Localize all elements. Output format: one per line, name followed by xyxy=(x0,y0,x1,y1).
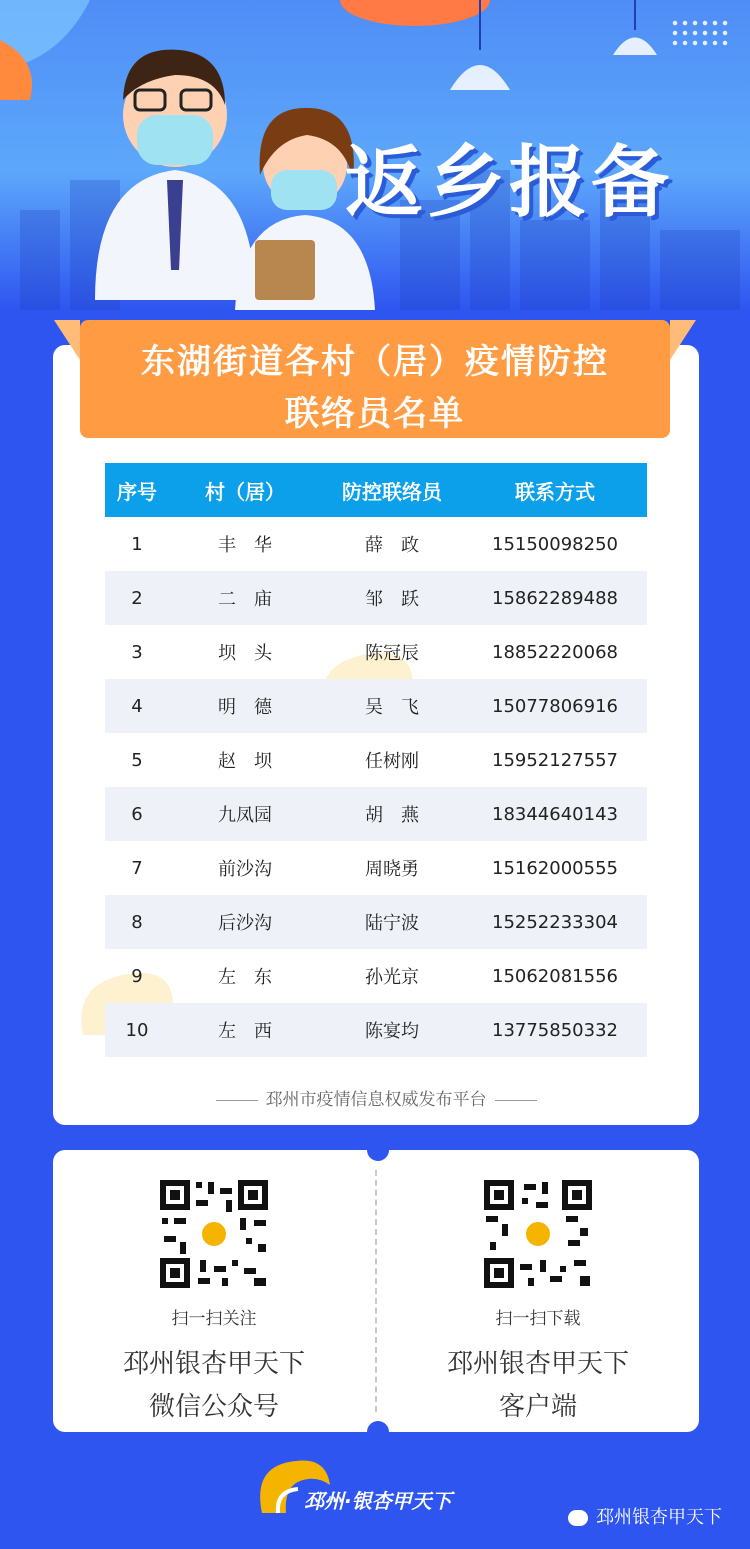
column-header: 序号 xyxy=(105,463,169,517)
table-row xyxy=(105,571,647,625)
row-index: 1 xyxy=(131,533,143,555)
list-title-banner xyxy=(80,320,670,438)
row-index: 10 xyxy=(125,1019,149,1041)
contact-person-cell: 吴 飞 xyxy=(365,697,419,718)
contact-list-card xyxy=(53,345,699,1125)
ticket-notch xyxy=(367,1139,389,1161)
account-type: 微信公众号 xyxy=(148,1392,279,1422)
row-index: 6 xyxy=(131,803,143,825)
wechat-qr-section xyxy=(69,1180,359,1423)
village-cell: 赵 坝 xyxy=(218,751,272,772)
table-row xyxy=(105,679,647,733)
contact-person-cell: 胡 燕 xyxy=(365,805,419,826)
divider-line xyxy=(216,1100,258,1101)
phone-cell: 15162000555 xyxy=(492,857,618,879)
app-name: 邳州银杏甲天下 xyxy=(446,1349,629,1379)
contact-person-cell: 陆宁波 xyxy=(365,913,419,934)
row-index: 3 xyxy=(131,641,143,663)
village-cell: 丰 华 xyxy=(218,535,272,556)
village-cell: 前沙沟 xyxy=(218,859,272,880)
scan-follow-label: 扫一扫关注 xyxy=(171,1309,257,1329)
row-index: 9 xyxy=(131,965,143,987)
dashed-divider xyxy=(375,1170,377,1412)
contact-person-cell: 邹 跃 xyxy=(365,589,419,610)
row-index: 7 xyxy=(131,857,143,879)
app-type: 客户端 xyxy=(498,1392,577,1422)
village-cell: 坝 头 xyxy=(218,643,272,664)
source-footnote xyxy=(53,1085,699,1110)
pendant-lamp-icon xyxy=(440,0,520,100)
hero-banner xyxy=(0,0,750,310)
app-qr-section xyxy=(393,1180,683,1423)
row-index: 5 xyxy=(131,749,143,771)
row-index: 2 xyxy=(131,587,143,609)
row-index: 4 xyxy=(131,695,143,717)
contact-person-cell: 薛 政 xyxy=(365,535,419,556)
column-header: 联系方式 xyxy=(463,463,647,517)
table-row xyxy=(105,625,647,679)
table-header-row xyxy=(105,463,647,517)
ticket-notch xyxy=(367,1421,389,1443)
banner-title-line2: 联络员名单 xyxy=(285,394,465,434)
table-row xyxy=(105,841,647,895)
contact-table xyxy=(105,463,647,1057)
page-title: 返乡报备 xyxy=(345,138,674,228)
table-row xyxy=(105,787,647,841)
column-header: 防控联络员 xyxy=(321,463,463,517)
wechat-icon xyxy=(568,1510,588,1526)
table-row xyxy=(105,517,647,571)
row-index: 8 xyxy=(131,911,143,933)
contact-person-cell: 孙光京 xyxy=(365,967,419,988)
village-cell: 左 东 xyxy=(218,967,272,988)
village-cell: 九凤园 xyxy=(218,805,272,826)
dots-decoration xyxy=(670,18,730,48)
phone-cell: 15252233304 xyxy=(492,911,618,933)
contact-person-cell: 任树刚 xyxy=(365,751,419,772)
phone-cell: 15952127557 xyxy=(492,749,618,771)
app-download-qr-code[interactable] xyxy=(484,1180,592,1288)
village-cell: 明 德 xyxy=(218,697,272,718)
village-cell: 二 庙 xyxy=(218,589,272,610)
phone-cell: 15062081556 xyxy=(492,965,618,987)
phone-cell: 18852220068 xyxy=(492,641,618,663)
table-row xyxy=(105,949,647,1003)
phone-cell: 15077806916 xyxy=(492,695,618,717)
account-name: 邳州银杏甲天下 xyxy=(122,1349,305,1379)
brand-logo xyxy=(256,1455,466,1517)
contact-person-cell: 陈宴均 xyxy=(365,1021,419,1042)
wechat-account-tag xyxy=(568,1503,722,1529)
footnote-text: 邳州市疫情信息权威发布平台 xyxy=(265,1090,487,1110)
village-cell: 左 西 xyxy=(218,1021,272,1042)
table-row xyxy=(105,895,647,949)
column-header: 村（居） xyxy=(169,463,321,517)
qr-code-card xyxy=(53,1150,699,1432)
wechat-qr-code[interactable] xyxy=(160,1180,268,1288)
phone-cell: 15862289488 xyxy=(492,587,618,609)
table-row xyxy=(105,1003,647,1057)
brand-logo-text: 邳州·银杏甲天下 xyxy=(304,1489,452,1513)
scan-download-label: 扫一扫下载 xyxy=(495,1309,581,1329)
phone-cell: 15150098250 xyxy=(492,533,618,555)
phone-cell: 18344640143 xyxy=(492,803,618,825)
phone-cell: 13775850332 xyxy=(492,1019,618,1041)
contact-person-cell: 陈冠辰 xyxy=(365,643,419,664)
wechat-account-name: 邳州银杏甲天下 xyxy=(596,1507,722,1528)
table-row xyxy=(105,733,647,787)
pendant-lamp-icon xyxy=(605,0,665,60)
divider-line xyxy=(495,1100,537,1101)
banner-title-line1: 东湖街道各村（居）疫情防控 xyxy=(141,342,609,382)
contact-person-cell: 周晓勇 xyxy=(365,859,419,880)
village-cell: 后沙沟 xyxy=(218,913,272,934)
